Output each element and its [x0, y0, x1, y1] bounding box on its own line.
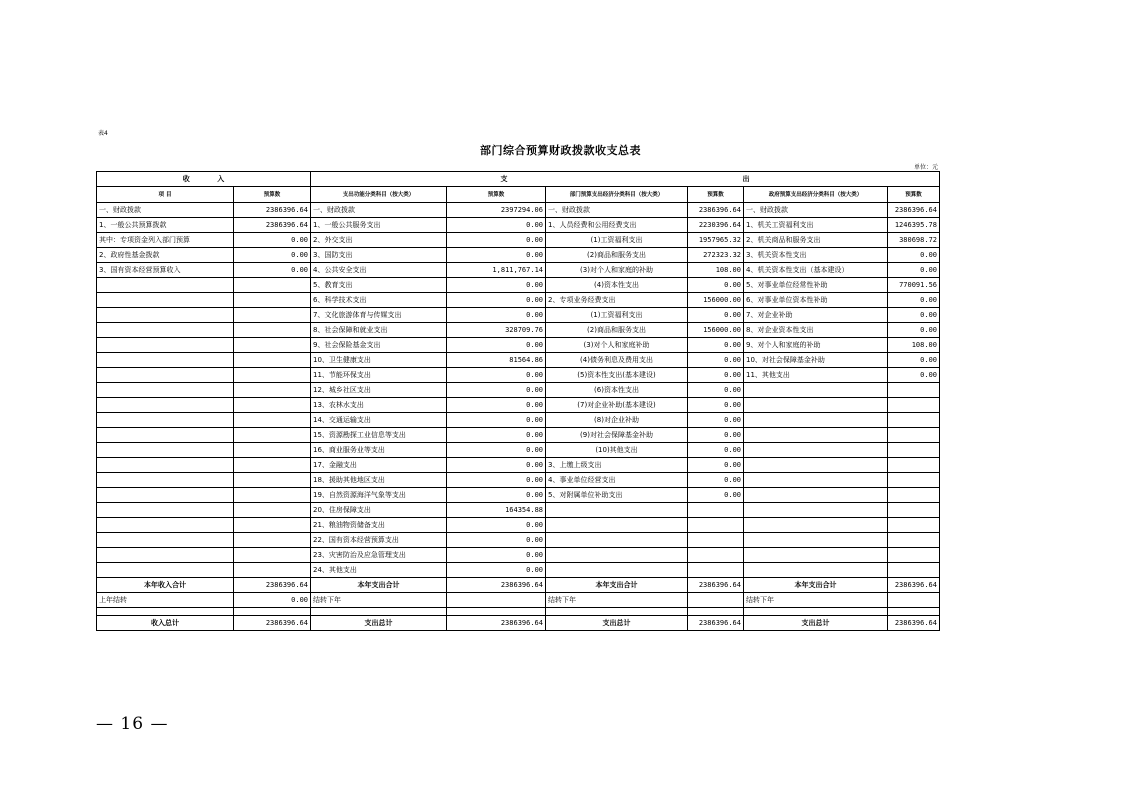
cell-income-label [97, 368, 234, 383]
cell-func-label: 支出总计 [311, 616, 447, 631]
cell-func-label: 10、卫生健康支出 [311, 353, 447, 368]
cell-gov-label [744, 398, 888, 413]
cell-gov-value: 0.00 [888, 353, 940, 368]
budget-table [96, 171, 940, 631]
cell-dept-value: 0.00 [688, 383, 744, 398]
page-number: — 16 — [96, 714, 169, 734]
cell-dept-label: (5)资本性支出(基本建设) [546, 368, 688, 383]
cell-func-label: 一、财政拨款 [311, 203, 447, 218]
cell-gov-label [744, 503, 888, 518]
col-header-dept-econ-subject: 部门预算支出经济分类科目（按大类） [546, 187, 688, 203]
cell-func-label: 本年支出合计 [311, 578, 447, 593]
cell-func-value: 0.00 [447, 398, 546, 413]
cell-gov-label [744, 563, 888, 578]
cell-income-label [97, 488, 234, 503]
cell-income-value: 0.00 [234, 248, 311, 263]
cell-income-label [97, 503, 234, 518]
cell-gov-label: 8、对企业资本性支出 [744, 323, 888, 338]
cell-dept-value [688, 563, 744, 578]
cell-dept-label [546, 563, 688, 578]
cell-dept-value [688, 548, 744, 563]
cell-func-value: 0.00 [447, 233, 546, 248]
cell-gov-label: 4、机关资本性支出（基本建设） [744, 263, 888, 278]
cell-income-value: 0.00 [234, 263, 311, 278]
col-header-gov-econ-subject: 政府预算支出经济分类科目（按大类） [744, 187, 888, 203]
table-row [97, 398, 940, 413]
cell-income-label [97, 413, 234, 428]
cell-func-value: 2386396.64 [447, 616, 546, 631]
cell-gov-label [744, 458, 888, 473]
cell-gov-value [888, 488, 940, 503]
cell-func-value: 0.00 [447, 563, 546, 578]
cell-income-value: 2386396.64 [234, 616, 311, 631]
cell-dept-value: 0.00 [688, 398, 744, 413]
cell-func-value: 0.00 [447, 518, 546, 533]
cell-func-label: 18、援助其他地区支出 [311, 473, 447, 488]
cell-gov-label [744, 473, 888, 488]
cell-gov-value [888, 503, 940, 518]
cell-func-value: 0.00 [447, 488, 546, 503]
cell-dept-label: (2)商品和服务支出 [546, 323, 688, 338]
cell-gov-value: 0.00 [888, 323, 940, 338]
cell-dept-label: 一、财政拨款 [546, 203, 688, 218]
cell-func-label: 23、灾害防治及应急管理支出 [311, 548, 447, 563]
cell-gov-label: 5、对事业单位经常性补助 [744, 278, 888, 293]
col-header-budget: 预算数 [447, 187, 546, 203]
cell-income-value: 0.00 [234, 593, 311, 608]
cell-income-value [234, 428, 311, 443]
cell-func-value: 81564.86 [447, 353, 546, 368]
table-row [97, 338, 940, 353]
cell-func-value: 0.00 [447, 413, 546, 428]
cell-dept-label: 2、专项业务经费支出 [546, 293, 688, 308]
cell-func-label: 16、商业服务业等支出 [311, 443, 447, 458]
cell-gov-value [888, 593, 940, 608]
table-row [97, 218, 940, 233]
table-row [97, 383, 940, 398]
cell-dept-value: 0.00 [688, 428, 744, 443]
cell-func-value: 0.00 [447, 218, 546, 233]
cell-func-value: 0.00 [447, 308, 546, 323]
cell-income-label [97, 458, 234, 473]
cell-gov-value: 2386396.64 [888, 616, 940, 631]
cell-func-label: 2、外交支出 [311, 233, 447, 248]
cell-dept-label [546, 503, 688, 518]
cell-gov-label [744, 383, 888, 398]
cell-dept-label: (1)工资福利支出 [546, 308, 688, 323]
cell-income-label [97, 548, 234, 563]
cell-dept-value: 2230396.64 [688, 218, 744, 233]
cell-dept-value: 156000.00 [688, 323, 744, 338]
cell-dept-value: 1957965.32 [688, 233, 744, 248]
cell-gov-value: 2386396.64 [888, 578, 940, 593]
cell-func-value: 164354.88 [447, 503, 546, 518]
cell-func-value: 1,811,767.14 [447, 263, 546, 278]
cell-dept-value [688, 518, 744, 533]
cell-gov-value: 108.00 [888, 338, 940, 353]
cell-func-value: 0.00 [447, 458, 546, 473]
cell-dept-label: (8)对企业补助 [546, 413, 688, 428]
carry-row [97, 593, 940, 608]
cell-income-label: 1、一般公共预算拨款 [97, 218, 234, 233]
cell-gov-label [744, 413, 888, 428]
cell-func-value: 0.00 [447, 368, 546, 383]
cell-func-value: 0.00 [447, 248, 546, 263]
cell-income-value [234, 458, 311, 473]
table-row [97, 458, 940, 473]
cell-gov-label: 2、机关商品和服务支出 [744, 233, 888, 248]
cell-dept-label: (2)商品和服务支出 [546, 248, 688, 263]
col-header-budget: 预算数 [688, 187, 744, 203]
cell-func-label: 11、节能环保支出 [311, 368, 447, 383]
cell-gov-label: 3、机关资本性支出 [744, 248, 888, 263]
cell-func-label: 19、自然资源海洋气象等支出 [311, 488, 447, 503]
cell-dept-value: 0.00 [688, 443, 744, 458]
table-row [97, 563, 940, 578]
cell-func-label: 5、教育支出 [311, 278, 447, 293]
cell-income-label [97, 353, 234, 368]
cell-dept-value: 108.00 [688, 263, 744, 278]
cell-dept-label: 支出总计 [546, 616, 688, 631]
grand-total-row [97, 616, 940, 631]
cell-income-value [234, 548, 311, 563]
cell-dept-label: (9)对社会保障基金补助 [546, 428, 688, 443]
cell-income-value [234, 488, 311, 503]
cell-gov-label: 10、对社会保障基金补助 [744, 353, 888, 368]
cell-dept-label: (10)其他支出 [546, 443, 688, 458]
cell-func-label: 13、农林水支出 [311, 398, 447, 413]
cell-income-value [234, 293, 311, 308]
cell-dept-label: 本年支出合计 [546, 578, 688, 593]
cell-gov-value: 0.00 [888, 248, 940, 263]
column-header-row [97, 187, 940, 203]
cell-dept-value [688, 503, 744, 518]
cell-income-label [97, 443, 234, 458]
cell-gov-value [888, 458, 940, 473]
cell-func-label: 20、住房保障支出 [311, 503, 447, 518]
cell-income-value [234, 398, 311, 413]
cell-gov-label [744, 548, 888, 563]
cell-gov-label: 本年支出合计 [744, 578, 888, 593]
table-row [97, 323, 940, 338]
cell-dept-label: 结转下年 [546, 593, 688, 608]
cell-func-value: 0.00 [447, 533, 546, 548]
cell-gov-value [888, 518, 940, 533]
cell-func-value: 0.00 [447, 428, 546, 443]
cell-func-label: 结转下年 [311, 593, 447, 608]
cell-dept-label: 4、事业单位经营支出 [546, 473, 688, 488]
cell-gov-label: 9、对个人和家庭的补助 [744, 338, 888, 353]
cell-income-value: 2386396.64 [234, 578, 311, 593]
cell-dept-value: 0.00 [688, 338, 744, 353]
cell-income-value [234, 278, 311, 293]
cell-gov-label [744, 533, 888, 548]
unit-label: 单位：元 [913, 164, 938, 171]
cell-func-label: 15、资源勘探工业信息等支出 [311, 428, 447, 443]
table-row [97, 248, 940, 263]
cell-income-label: 收入总计 [97, 616, 234, 631]
cell-income-value: 2386396.64 [234, 218, 311, 233]
cell-func-label: 1、一般公共服务支出 [311, 218, 447, 233]
cell-gov-label [744, 488, 888, 503]
cell-gov-value [888, 548, 940, 563]
col-header-budget: 预算数 [888, 187, 940, 203]
table-row [97, 473, 940, 488]
cell-gov-value: 0.00 [888, 263, 940, 278]
cell-dept-value: 0.00 [688, 353, 744, 368]
cell-dept-value: 0.00 [688, 368, 744, 383]
cell-func-label: 17、金融支出 [311, 458, 447, 473]
table-row [97, 353, 940, 368]
cell-income-value [234, 383, 311, 398]
cell-func-label: 12、城乡社区支出 [311, 383, 447, 398]
cell-func-value: 0.00 [447, 293, 546, 308]
cell-gov-label: 结转下年 [744, 593, 888, 608]
cell-gov-label: 1、机关工资福利支出 [744, 218, 888, 233]
cell-income-value [234, 308, 311, 323]
cell-income-label [97, 293, 234, 308]
cell-dept-label [546, 533, 688, 548]
cell-income-label [97, 338, 234, 353]
page-title: 部门综合预算财政拨款收支总表 [480, 144, 641, 157]
cell-dept-label: (3)对个人和家庭的补助 [546, 263, 688, 278]
table-row [97, 548, 940, 563]
cell-income-label [97, 398, 234, 413]
cell-income-value [234, 443, 311, 458]
cell-income-label [97, 563, 234, 578]
cell-dept-label: (1)工资福利支出 [546, 233, 688, 248]
cell-dept-value: 2386396.64 [688, 616, 744, 631]
cell-income-value [234, 323, 311, 338]
table-row [97, 413, 940, 428]
cell-income-label [97, 473, 234, 488]
table-row [97, 518, 940, 533]
cell-dept-label: 3、上缴上级支出 [546, 458, 688, 473]
income-section-header: 收 入 [97, 172, 311, 187]
cell-gov-value [888, 428, 940, 443]
cell-gov-label: 支出总计 [744, 616, 888, 631]
cell-gov-value: 380698.72 [888, 233, 940, 248]
cell-func-label: 4、公共安全支出 [311, 263, 447, 278]
cell-gov-label [744, 443, 888, 458]
cell-func-label: 14、交通运输支出 [311, 413, 447, 428]
cell-func-value [447, 593, 546, 608]
cell-func-value: 0.00 [447, 548, 546, 563]
table-row [97, 233, 940, 248]
cell-func-value: 0.00 [447, 443, 546, 458]
cell-income-label: 一、财政拨款 [97, 203, 234, 218]
cell-func-label: 7、文化旅游体育与传媒支出 [311, 308, 447, 323]
cell-dept-label: (7)对企业补助(基本建设) [546, 398, 688, 413]
cell-gov-value [888, 398, 940, 413]
cell-gov-value: 1246395.78 [888, 218, 940, 233]
section-header-row [97, 172, 940, 187]
cell-gov-value [888, 533, 940, 548]
cell-dept-value [688, 593, 744, 608]
cell-income-label: 2、政府性基金拨款 [97, 248, 234, 263]
cell-func-value: 328709.76 [447, 323, 546, 338]
cell-gov-label [744, 428, 888, 443]
cell-gov-value [888, 563, 940, 578]
cell-func-label: 9、社会保险基金支出 [311, 338, 447, 353]
cell-income-label: 其中：专项资金列入部门预算 [97, 233, 234, 248]
cell-gov-label: 7、对企业补助 [744, 308, 888, 323]
cell-income-value [234, 563, 311, 578]
cell-gov-label: 11、其他支出 [744, 368, 888, 383]
cell-income-label [97, 428, 234, 443]
expense-section-header: 支 出 [311, 172, 940, 187]
col-header-func-subject: 支出功能分类科目（按大类） [311, 187, 447, 203]
cell-gov-label [744, 518, 888, 533]
col-header-item: 项 目 [97, 187, 234, 203]
cell-income-label [97, 518, 234, 533]
cell-income-label [97, 533, 234, 548]
year-total-row [97, 578, 940, 593]
cell-dept-label: (4)债务利息及费用支出 [546, 353, 688, 368]
cell-gov-value [888, 383, 940, 398]
cell-dept-value: 0.00 [688, 278, 744, 293]
cell-dept-label: (4)资本性支出 [546, 278, 688, 293]
cell-dept-value: 272323.32 [688, 248, 744, 263]
cell-income-value: 2386396.64 [234, 203, 311, 218]
cell-dept-label [546, 518, 688, 533]
cell-func-label: 3、国防支出 [311, 248, 447, 263]
cell-income-value [234, 473, 311, 488]
table-row [97, 308, 940, 323]
cell-income-value [234, 533, 311, 548]
cell-income-value [234, 353, 311, 368]
spacer-row [97, 608, 940, 616]
table-row [97, 488, 940, 503]
table-row [97, 293, 940, 308]
cell-dept-value: 2386396.64 [688, 578, 744, 593]
cell-dept-value: 0.00 [688, 458, 744, 473]
cell-gov-value: 0.00 [888, 293, 940, 308]
cell-dept-value: 2386396.64 [688, 203, 744, 218]
cell-dept-value: 0.00 [688, 308, 744, 323]
cell-func-label: 21、粮油物资储备支出 [311, 518, 447, 533]
cell-dept-value: 156000.00 [688, 293, 744, 308]
cell-dept-value [688, 533, 744, 548]
table-row [97, 368, 940, 383]
cell-dept-label [546, 548, 688, 563]
cell-gov-value: 770091.56 [888, 278, 940, 293]
cell-func-value: 2397294.06 [447, 203, 546, 218]
cell-income-label [97, 278, 234, 293]
cell-gov-value: 0.00 [888, 368, 940, 383]
cell-income-label: 上年结转 [97, 593, 234, 608]
cell-func-label: 8、社会保障和就业支出 [311, 323, 447, 338]
table-row [97, 428, 940, 443]
cell-dept-label: (6)资本性支出 [546, 383, 688, 398]
cell-gov-value: 2386396.64 [888, 203, 940, 218]
cell-func-value: 0.00 [447, 338, 546, 353]
cell-income-value [234, 368, 311, 383]
cell-func-label: 22、国有资本经营预算支出 [311, 533, 447, 548]
cell-func-label: 6、科学技术支出 [311, 293, 447, 308]
col-header-budget: 预算数 [234, 187, 311, 203]
table-row [97, 278, 940, 293]
cell-func-value: 0.00 [447, 383, 546, 398]
cell-income-label: 本年收入合计 [97, 578, 234, 593]
cell-income-label: 3、国有资本经营预算收入 [97, 263, 234, 278]
cell-func-value: 2386396.64 [447, 578, 546, 593]
cell-gov-label: 6、对事业单位资本性补助 [744, 293, 888, 308]
cell-func-value: 0.00 [447, 278, 546, 293]
table-row [97, 263, 940, 278]
cell-gov-value: 0.00 [888, 308, 940, 323]
table-row [97, 503, 940, 518]
cell-income-value [234, 413, 311, 428]
cell-func-label: 24、其他支出 [311, 563, 447, 578]
cell-dept-value: 0.00 [688, 413, 744, 428]
table-row [97, 443, 940, 458]
sheet-number: 表4 [98, 130, 108, 137]
cell-income-label [97, 308, 234, 323]
cell-dept-label: (3)对个人和家庭补助 [546, 338, 688, 353]
cell-gov-value [888, 443, 940, 458]
cell-income-value [234, 503, 311, 518]
cell-income-label [97, 383, 234, 398]
cell-func-value: 0.00 [447, 473, 546, 488]
cell-income-label [97, 323, 234, 338]
cell-gov-value [888, 413, 940, 428]
cell-dept-value: 0.00 [688, 488, 744, 503]
cell-gov-label: 一、财政拨款 [744, 203, 888, 218]
table-body [97, 203, 940, 578]
cell-income-value [234, 338, 311, 353]
cell-dept-value: 0.00 [688, 473, 744, 488]
cell-dept-label: 1、人员经费和公用经费支出 [546, 218, 688, 233]
cell-dept-label: 5、对附属单位补助支出 [546, 488, 688, 503]
cell-gov-value [888, 473, 940, 488]
table-row [97, 203, 940, 218]
cell-income-value: 0.00 [234, 233, 311, 248]
table-row [97, 533, 940, 548]
cell-income-value [234, 518, 311, 533]
